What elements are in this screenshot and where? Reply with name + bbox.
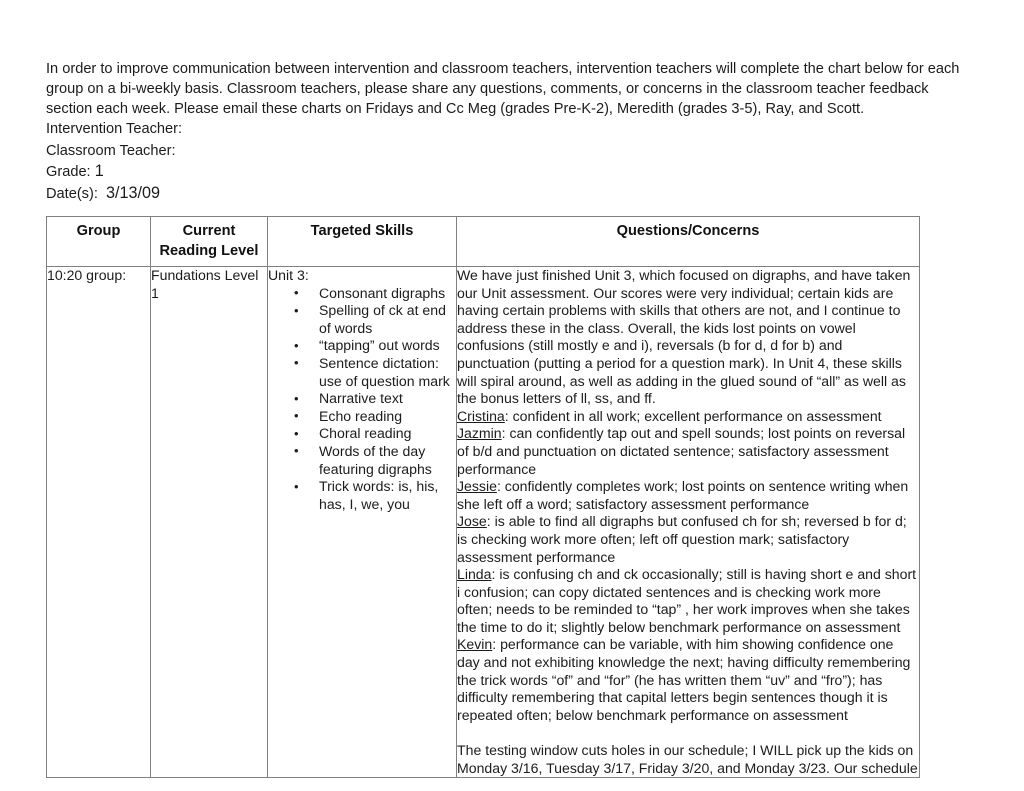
student-note-text: : is able to find all digraphs but confused ch for sh; reversed b for d; is checking work more often; left off question mark; satisfactory assessment performance xyxy=(457,513,907,565)
student-notes-list xyxy=(457,408,919,725)
skill-label: Words of the day featuring digraphs xyxy=(319,442,432,477)
student-note-text: : confident in all work; excellent performance on assessment xyxy=(504,407,882,424)
reading-level-line1: Current xyxy=(182,223,236,239)
list-item xyxy=(268,390,456,408)
student-name: Jessie xyxy=(457,478,497,495)
student-name: Linda xyxy=(457,566,492,583)
skill-label: Echo reading xyxy=(319,407,403,424)
questions-closing-paragraph: The testing window cuts holes in our schedule; I WILL pick up the kids on Monday 3/16, Tuesday 3/17, Friday 3/20, and Monday 3/23. Our schedule xyxy=(457,742,918,776)
intervention-teacher-row xyxy=(46,118,546,140)
column-header-group: Group xyxy=(47,217,151,267)
grade-row xyxy=(46,161,546,183)
student-name: Jazmin xyxy=(457,425,502,442)
list-item xyxy=(268,285,456,303)
classroom-teacher-row xyxy=(46,140,546,162)
student-note xyxy=(457,408,919,426)
student-name: Kevin xyxy=(457,636,493,653)
student-note-text: : performance can be variable, with him showing confidence one day and not exhibiting knowledge the next; having difficulty remembering the trick words “of” and “for” (he has written them “uv” and “fro”); has difficulty remembering that capital letters begin sentences though it is repeated often; below benchmark performance on assessment xyxy=(457,636,911,723)
student-note xyxy=(457,478,919,513)
dates-label: Date(s): xyxy=(46,185,98,202)
student-note-text: : is confusing ch and ck occasionally; still is having short e and short i confusion; can copy dictated sentences and is checking work more often; needs to be reminded to “tap” , her work improves when she takes the time to do it; slightly below benchmark performance on assessment xyxy=(457,566,917,635)
column-header-reading-level xyxy=(151,217,268,267)
column-header-questions-concerns: Questions/Concerns xyxy=(457,217,920,267)
list-item xyxy=(268,302,456,337)
list-item xyxy=(268,355,456,390)
skill-label: Consonant digraphs xyxy=(319,284,446,301)
list-item xyxy=(268,443,456,478)
cell-questions-concerns xyxy=(457,267,920,778)
list-item xyxy=(268,478,456,513)
list-item xyxy=(268,425,456,443)
questions-intro-paragraph: We have just finished Unit 3, which focused on digraphs, and have taken our Unit assessment. Our scores were very individual; certain kids are having certain problems with skills that others are not, and I continue to address these in the class. Overall, the kids lost points on vowel confusions (still mostly e and i), reversals (b for d, d for b) and punctuation (putting a period for a question mark). In Unit 4, these skills will spiral around, as well as adding in the glued sound of “all” as well as the bonus letters of ll, ss, and ff. xyxy=(457,267,911,407)
intro-paragraph: In order to improve communication between intervention and classroom teachers, intervention teachers will complete the chart below for each group on a bi-weekly basis. Classroom teachers, please share any questions, comments, or concerns in the classroom teacher feedback section each week. Please email these charts on Fridays and Cc Meg (grades Pre-K-2), Meredith (grades 3-5), Ray, and Scott. xyxy=(46,60,960,117)
column-header-targeted-skills: Targeted Skills xyxy=(268,217,457,267)
list-item xyxy=(268,408,456,426)
student-note xyxy=(457,425,919,478)
student-note xyxy=(457,513,919,566)
table-row xyxy=(47,267,920,778)
paragraph-spacer xyxy=(457,724,919,742)
intervention-chart-table xyxy=(46,216,920,778)
skill-label: Spelling of ck at end of words xyxy=(319,302,446,336)
targeted-skills-list xyxy=(268,285,456,514)
student-note-text: : confidently completes work; lost points on sentence writing when she left off a word; satisfactory assessment performance xyxy=(457,478,909,512)
dates-row xyxy=(46,183,546,205)
cell-reading-level: Fundations Level 1 xyxy=(151,267,268,778)
skill-label: Trick words: is, his, has, I, we, you xyxy=(319,478,439,512)
reading-level-line2: Reading Level xyxy=(159,243,259,259)
student-note xyxy=(457,566,919,636)
student-note xyxy=(457,636,919,724)
skill-label: “tapping” out words xyxy=(319,337,440,354)
intervention-teacher-label: Intervention Teacher: xyxy=(46,121,183,137)
document-metadata xyxy=(46,118,546,204)
student-name: Jose xyxy=(457,513,487,530)
list-item xyxy=(268,337,456,355)
grade-label: Grade: xyxy=(46,164,91,180)
table-header-row xyxy=(47,217,920,267)
student-name: Cristina xyxy=(457,407,505,424)
skill-label: Choral reading xyxy=(319,425,412,442)
grade-value: 1 xyxy=(94,162,104,180)
classroom-teacher-label: Classroom Teacher: xyxy=(46,142,176,159)
skill-label: Sentence dictation: use of question mark xyxy=(319,354,450,389)
cell-targeted-skills xyxy=(268,267,457,778)
student-note-text: : can confidently tap out and spell sounds; lost points on reversal of b/d and punctuation on dictated sentence; satisfactory assessment performance xyxy=(457,425,906,477)
skills-unit-label: Unit 3: xyxy=(268,267,309,283)
skill-label: Narrative text xyxy=(319,390,403,407)
dates-value: 3/13/09 xyxy=(106,183,161,202)
cell-group: 10:20 group: xyxy=(47,267,151,778)
